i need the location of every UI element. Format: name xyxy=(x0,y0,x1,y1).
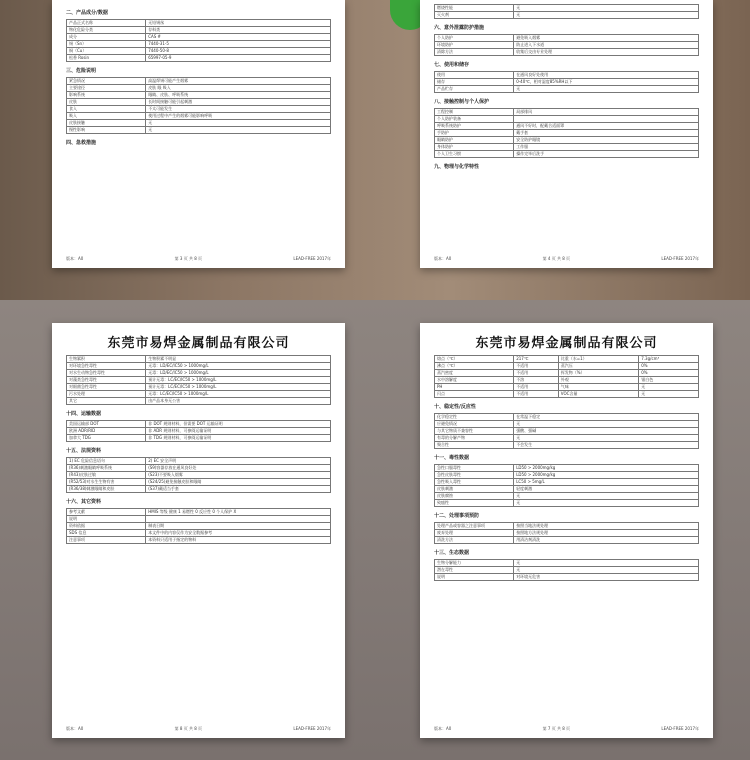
table-cell: 影响系统 xyxy=(67,92,146,99)
table-row xyxy=(435,479,699,486)
table-cell: 无 xyxy=(639,391,699,398)
table-row xyxy=(435,356,699,363)
table-row xyxy=(435,12,699,19)
table-cell: 水中溶解度 xyxy=(435,377,514,384)
section-heading: 十三、生态数据 xyxy=(434,550,470,556)
table-cell: 废弃处理 xyxy=(435,530,514,537)
table-cell: 产品正式名称 xyxy=(67,20,146,27)
table-row xyxy=(435,109,699,116)
table-row xyxy=(67,509,331,516)
document-page-4 xyxy=(420,0,713,268)
table-cell: 气味 xyxy=(558,384,638,391)
table-cell: 熔点（℃） xyxy=(435,356,514,363)
table-row xyxy=(67,435,331,442)
page-footer xyxy=(66,726,331,732)
table-cell: 按照地方法规处理 xyxy=(514,530,699,537)
table-row xyxy=(67,458,331,465)
table-cell: 松香 Rosin xyxy=(67,55,146,62)
table-row xyxy=(67,20,331,27)
table-cell: 铜（Cu） xyxy=(67,48,146,55)
table-row xyxy=(435,384,699,391)
table-cell: 化学稳定性 xyxy=(435,414,514,421)
section-heading: 六、意外泄露防护措施 xyxy=(434,25,485,31)
table-cell: 个人防护装备 xyxy=(435,116,514,123)
table-cell: 对环境急性毒性 xyxy=(67,363,146,370)
table-cell: 聚合性 xyxy=(435,442,514,449)
table-cell: 戴手套 xyxy=(514,130,699,137)
table-cell: 与其它物质不兼容性 xyxy=(435,428,514,435)
table-cell: 强酸、强碱 xyxy=(514,428,699,435)
table-cell: 工作服 xyxy=(514,144,699,151)
document-page-3 xyxy=(52,0,345,268)
table-row xyxy=(67,106,331,113)
table-cell: 挥发物（%） xyxy=(558,370,638,377)
table-cell: 其它 xyxy=(67,398,146,405)
table-cell: 在通风良好处使用 xyxy=(514,72,699,79)
table-cell: PH xyxy=(435,384,514,391)
table-cell: 不适用 xyxy=(514,370,559,377)
table-row xyxy=(435,86,699,93)
table-row xyxy=(67,384,331,391)
table-cell: 比重（水=1） xyxy=(558,356,638,363)
table-cell: 65997-05-9 xyxy=(146,55,331,62)
disposal-table xyxy=(434,522,699,544)
table-row xyxy=(435,363,699,370)
section-heading: 七、使用和储存 xyxy=(434,62,470,68)
table-cell: 存料类 xyxy=(146,27,331,34)
table-cell: 安全防护眼镜 xyxy=(514,137,699,144)
table-cell: 高温焊锡可能产生烟雾 xyxy=(146,78,331,85)
table-row xyxy=(435,137,699,144)
section-heading: 十五、法规资料 xyxy=(66,448,102,454)
table-row xyxy=(67,486,331,493)
table-cell: 污水处理 xyxy=(67,391,146,398)
table-cell: 美国运输部 DOT xyxy=(67,421,146,428)
table-row xyxy=(67,27,331,34)
table-cell: 非 TDG 规则材料，可参阅运输证明 xyxy=(146,435,331,442)
page-footer xyxy=(434,256,699,262)
table-cell: 无 xyxy=(514,567,699,574)
table-cell: (S37)戴适当手套 xyxy=(146,486,331,493)
table-cell: (S23)不要吸入烟雾 xyxy=(146,472,331,479)
table-row xyxy=(435,414,699,421)
table-cell: 紧急情况 xyxy=(67,78,146,85)
table-cell: 皮肤 xyxy=(67,99,146,106)
regulation-table xyxy=(66,457,331,493)
table-row xyxy=(435,530,699,537)
section-heading: 十六、其它资料 xyxy=(66,499,102,505)
table-cell: 0% xyxy=(639,370,699,377)
use-table xyxy=(434,71,699,93)
table-row xyxy=(67,530,331,537)
table-cell: 不会发生 xyxy=(514,442,699,449)
table-row xyxy=(67,370,331,377)
footer-page: 第 8 页 共 8 页 xyxy=(174,726,203,731)
table-cell: 急性皮肤毒性 xyxy=(435,472,514,479)
table-cell: 不适用 xyxy=(514,363,559,370)
table-row xyxy=(67,398,331,405)
table-cell: (R36/38)刺激眼睛和皮肤 xyxy=(67,486,146,493)
table-cell: 7440-50-8 xyxy=(146,48,331,55)
table-row xyxy=(435,49,699,56)
eco-table xyxy=(434,559,699,581)
physical-properties-table xyxy=(434,355,699,398)
table-cell: 无 xyxy=(146,127,331,134)
table-row xyxy=(435,500,699,507)
table-row xyxy=(435,391,699,398)
table-cell: 非 DOT 规则材料，但需要 DOT 运输证明 xyxy=(146,421,331,428)
footer-version: 版本：A0 xyxy=(434,256,452,261)
table-cell: 在常温下稳定 xyxy=(514,414,699,421)
table-cell: 生物分解能力 xyxy=(435,560,514,567)
table-cell: 潜在毒性 xyxy=(435,567,514,574)
table-cell: 食入 xyxy=(67,106,146,113)
table-cell: 收集后交由专业处理 xyxy=(514,49,699,56)
section-heading: 九、物理与化学特性 xyxy=(434,164,480,170)
table-cell: 预计无毒：LC/EC/IC50 > 1000mg/L xyxy=(146,377,331,384)
table-cell: 急性吸入毒性 xyxy=(435,479,514,486)
table-row xyxy=(435,144,699,151)
table-cell: 闪点 xyxy=(435,391,514,398)
table-cell: 使用 xyxy=(435,72,514,79)
table-cell: 由产品本身无公害 xyxy=(146,398,331,405)
eco-tox-table xyxy=(66,355,331,405)
company-title: 东莞市易焊金属制品有限公司 xyxy=(107,336,290,351)
table-cell: 1) EC 危险信息语句 xyxy=(67,458,146,465)
company-title: 东莞市易焊金属制品有限公司 xyxy=(475,336,658,351)
table-cell: 操作完毕后洗手 xyxy=(514,151,699,158)
table-row xyxy=(435,72,699,79)
table-cell: 清洗方法 xyxy=(435,537,514,544)
table-cell: 沸点（℃） xyxy=(435,363,514,370)
footer-page: 第 4 页 共 8 页 xyxy=(542,256,571,261)
table-cell: 217℃ xyxy=(514,356,559,363)
table-cell: 无 xyxy=(514,493,699,500)
section-heading: 十二、处理事项预防 xyxy=(434,513,480,519)
table-cell: 无毒：LD/EC/IC50 > 1000mg/L xyxy=(146,370,331,377)
table-row xyxy=(435,421,699,428)
table-cell: 7.3g/cm³ xyxy=(639,356,699,363)
table-cell: 皮肤接触 xyxy=(67,120,146,127)
ppe-table xyxy=(434,108,699,158)
table-row xyxy=(435,537,699,544)
table-row xyxy=(435,442,699,449)
table-cell: LD50 > 2000mg/kg xyxy=(514,465,699,472)
table-cell: HMIS 等级 健康 1 易燃性 0 反应性 0 个人保护 X xyxy=(146,509,331,516)
table-cell: 慢性影响 xyxy=(67,127,146,134)
table-cell: 无铅锡丝 xyxy=(146,20,331,27)
table-cell: VOC含量 xyxy=(558,391,638,398)
table-row xyxy=(435,151,699,158)
table-row xyxy=(435,435,699,442)
table-row xyxy=(435,370,699,377)
table-cell: 不太可能发生 xyxy=(146,106,331,113)
table-cell: (R52/53)对水生生物有害 xyxy=(67,479,146,486)
table-cell: 眼睛防护 xyxy=(435,137,514,144)
table-cell: 2) EC 安全声明 xyxy=(146,458,331,465)
table-cell: 对环境无危害 xyxy=(514,574,699,581)
table-cell: 储存 xyxy=(435,79,514,86)
table-cell: 使用过程中产生的烟雾可能影响呼吸 xyxy=(146,113,331,120)
table-cell: 不溶 xyxy=(514,377,559,384)
other-info-table xyxy=(66,508,331,544)
table-row xyxy=(435,486,699,493)
table-cell: 蒸汽密度 xyxy=(435,370,514,377)
table-cell: (R43)皮肤过敏 xyxy=(67,472,146,479)
table-cell: 有毒的分解产物 xyxy=(435,435,514,442)
table-cell: 灭火剂 xyxy=(435,12,514,19)
table-row xyxy=(67,479,331,486)
table-cell: (S24/25)避免接触皮肤和眼睛 xyxy=(146,479,331,486)
table-cell: 外观 xyxy=(558,377,638,384)
table-cell: 无 xyxy=(514,560,699,567)
table-row xyxy=(67,391,331,398)
table-cell: 眼睛、皮肤、呼吸系统 xyxy=(146,92,331,99)
table-row xyxy=(435,35,699,42)
table-cell: 工程控制 xyxy=(435,109,514,116)
footer-tag: LEAD-FREE 2017年 xyxy=(661,256,699,261)
table-cell: 物化危险分类 xyxy=(67,27,146,34)
table-cell: 0% xyxy=(639,363,699,370)
section-heading: 三、危险说明 xyxy=(66,68,97,74)
table-cell: 对藻类急性毒性 xyxy=(67,377,146,384)
table-cell: 无 xyxy=(514,86,699,93)
section-heading: 十四、运输数据 xyxy=(66,411,102,417)
table-row xyxy=(435,523,699,530)
table-row xyxy=(435,493,699,500)
table-cell: 非 ADR 规则材料，可参阅运输证明 xyxy=(146,428,331,435)
table-cell: 皮肤刺激 xyxy=(435,486,514,493)
table-row xyxy=(67,523,331,530)
footer-version: 版本：A0 xyxy=(66,726,84,731)
footer-version: 版本：A0 xyxy=(66,256,84,261)
table-cell: 皮肤腐蚀 xyxy=(435,493,514,500)
table-cell: 燃烧性能 xyxy=(435,5,514,12)
table-cell: LC50 > 5mg/L xyxy=(514,479,699,486)
table-cell: 预计无毒：LC/EC/IC50 > 1000mg/L xyxy=(146,384,331,391)
table-row xyxy=(67,516,331,523)
table-row xyxy=(67,113,331,120)
table-cell: 防止进入下水道 xyxy=(514,42,699,49)
table-cell: 致癌性 xyxy=(435,500,514,507)
table-row xyxy=(435,5,699,12)
table-row xyxy=(435,465,699,472)
table-cell: LD50 > 2000mg/kg xyxy=(514,472,699,479)
table-cell: 个人卫生习惯 xyxy=(435,151,514,158)
leak-table xyxy=(434,34,699,56)
table-cell: CAS # xyxy=(146,34,331,41)
table-cell: 主要途径 xyxy=(67,85,146,92)
table-cell: 生物积累不明显 xyxy=(146,356,331,363)
table-cell: 环境防护 xyxy=(435,42,514,49)
table-cell: 不适用 xyxy=(514,384,559,391)
footer-version: 版本：A0 xyxy=(434,726,452,731)
table-cell: 加拿大 TDG xyxy=(67,435,146,442)
table-cell: 个人防护 xyxy=(435,35,514,42)
table-row xyxy=(67,421,331,428)
table-cell: (R36)刺激眼睛呼吸系统 xyxy=(67,465,146,472)
table-cell xyxy=(514,116,699,123)
footer-tag: LEAD-FREE 2017年 xyxy=(293,256,331,261)
table-row xyxy=(67,78,331,85)
table-row xyxy=(67,48,331,55)
table-cell: 无毒：LD/EC/IC50 > 1000mg/L xyxy=(146,363,331,370)
table-row xyxy=(67,363,331,370)
section-heading: 十、稳定性/反应性 xyxy=(434,404,476,410)
table-row xyxy=(67,55,331,62)
table-row xyxy=(67,92,331,99)
table-cell: SDS 信息 xyxy=(67,530,146,537)
table-cell: (S9)容器存放在通风良好处 xyxy=(146,465,331,472)
table-row xyxy=(435,79,699,86)
table-cell: 对细菌急性毒性 xyxy=(67,384,146,391)
table-cell: 应避免情况 xyxy=(435,421,514,428)
table-cell: 本文件中的内容仅作为安全数据参考 xyxy=(146,530,331,537)
table-cell: 对水生动物急性毒性 xyxy=(67,370,146,377)
table-row xyxy=(435,377,699,384)
section-heading: 十一、毒性数据 xyxy=(434,455,470,461)
table-cell: 产品贮存 xyxy=(435,86,514,93)
table-row xyxy=(67,356,331,363)
table-cell: 说明 xyxy=(435,574,514,581)
table-row xyxy=(67,127,331,134)
table-row xyxy=(435,574,699,581)
table-row xyxy=(67,472,331,479)
table-cell: 清除方法 xyxy=(435,49,514,56)
table-cell: 本资料只适用于指定的物料 xyxy=(146,537,331,544)
table-cell: 无 xyxy=(514,500,699,507)
table-cell: 成分 xyxy=(67,34,146,41)
table-cell: 身体防护 xyxy=(435,144,514,151)
document-page-7 xyxy=(420,323,713,738)
table-cell: 呼吸系统防护 xyxy=(435,123,514,130)
table-cell: 注意事项 xyxy=(67,537,146,544)
page-footer xyxy=(434,726,699,732)
table-row xyxy=(67,34,331,41)
table-cell: 按照当地法规处理 xyxy=(514,523,699,530)
table-cell: 制表日期 xyxy=(146,523,331,530)
table-row xyxy=(67,377,331,384)
table-row xyxy=(435,472,699,479)
transport-table xyxy=(66,420,331,442)
footer-tag: LEAD-FREE 2017年 xyxy=(661,726,699,731)
section-heading: 八、接触控制与个人保护 xyxy=(434,99,490,105)
table-cell: 无 xyxy=(514,435,699,442)
table-row xyxy=(435,560,699,567)
table-cell xyxy=(146,516,331,523)
table-cell: 局部排风 xyxy=(514,109,699,116)
table-row xyxy=(435,428,699,435)
table-cell: 锡（Sn） xyxy=(67,41,146,48)
table-row xyxy=(67,120,331,127)
fire-table xyxy=(434,4,699,19)
table-cell: 不适用 xyxy=(514,391,559,398)
table-cell: 生物累积 xyxy=(67,356,146,363)
table-cell: 急性口服毒性 xyxy=(435,465,514,472)
table-row xyxy=(67,465,331,472)
table-row xyxy=(67,99,331,106)
table-cell: 用清洁剂清洗 xyxy=(514,537,699,544)
table-cell: 7440-31-5 xyxy=(146,41,331,48)
table-cell: 吸入 xyxy=(67,113,146,120)
table-cell: 资料依据 xyxy=(67,523,146,530)
table-cell: 皮肤 眼 吸入 xyxy=(146,85,331,92)
table-cell: 参考文献 xyxy=(67,509,146,516)
composition-table xyxy=(66,19,331,62)
table-cell: 欧洲 ADR/RID xyxy=(67,428,146,435)
table-cell: 轻度刺激 xyxy=(514,486,699,493)
table-row xyxy=(67,41,331,48)
table-cell: 说明 xyxy=(67,516,146,523)
table-cell: 长时间接触可能引起刺激 xyxy=(146,99,331,106)
table-cell: 无 xyxy=(514,5,699,12)
table-cell: 0-40℃，相对湿度85%RH以下 xyxy=(514,79,699,86)
table-cell: 无 xyxy=(146,120,331,127)
footer-page: 第 3 页 共 8 页 xyxy=(174,256,203,261)
stability-table xyxy=(434,413,699,449)
table-cell: 无毒：LC/EC/IC50 > 1000mg/L xyxy=(146,391,331,398)
document-page-8 xyxy=(52,323,345,738)
footer-tag: LEAD-FREE 2017年 xyxy=(293,726,331,731)
table-cell: 无 xyxy=(514,421,699,428)
table-cell: 手防护 xyxy=(435,130,514,137)
section-heading: 四、急救措施 xyxy=(66,140,97,146)
table-cell: 处理产品或容器之注意事项 xyxy=(435,523,514,530)
toxicity-table xyxy=(434,464,699,507)
table-row xyxy=(435,130,699,137)
table-cell: 无 xyxy=(639,384,699,391)
hazard-table xyxy=(66,77,331,134)
table-row xyxy=(67,428,331,435)
table-cell: 银白色 xyxy=(639,377,699,384)
table-cell: 通风不好时，配戴合适面罩 xyxy=(514,123,699,130)
table-row xyxy=(435,116,699,123)
table-row xyxy=(67,537,331,544)
table-row xyxy=(435,123,699,130)
table-cell: 蒸汽压 xyxy=(558,363,638,370)
table-cell: 避免吸入烟雾 xyxy=(514,35,699,42)
section-heading: 二、产品成分/数据 xyxy=(66,10,108,16)
footer-page: 第 7 页 共 8 页 xyxy=(542,726,571,731)
table-row xyxy=(435,42,699,49)
table-row xyxy=(67,85,331,92)
table-row xyxy=(435,567,699,574)
page-footer xyxy=(66,256,331,262)
table-cell: 无 xyxy=(514,12,699,19)
